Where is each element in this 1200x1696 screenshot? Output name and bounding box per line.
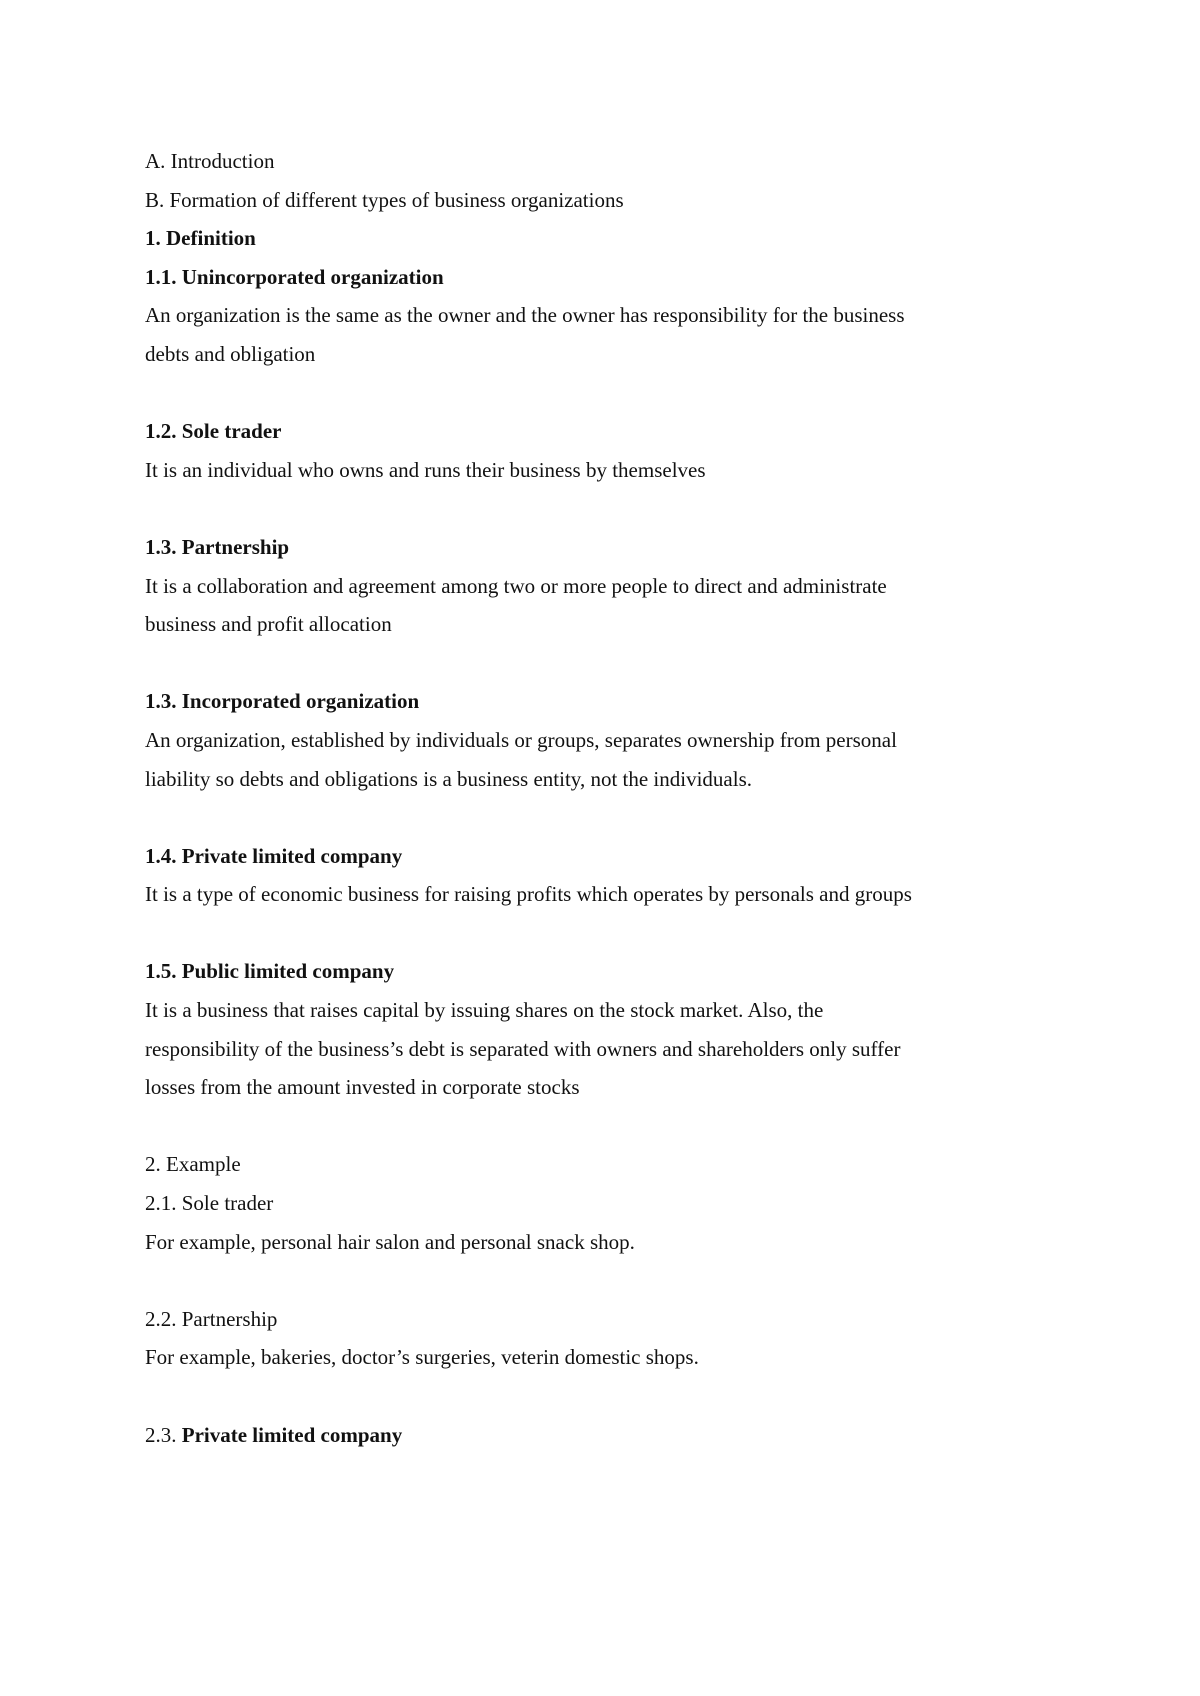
paragraph-line: For example, personal hair salon and personal snack shop. — [145, 1229, 635, 1254]
document-body — [145, 142, 1065, 1454]
blank-line — [145, 374, 1065, 413]
heading-public-limited: 1.5. Public limited company — [145, 959, 395, 984]
heading-private-limited: 1.4. Private limited company — [145, 843, 403, 868]
heading-partnership: 1.3. Partnership — [145, 534, 290, 559]
paragraph-line: An organization is the same as the owner and the owner has responsibility for the business — [145, 303, 905, 328]
paragraph-line: responsibility of the business’s debt is separated with owners and shareholders only suffer — [145, 1036, 901, 1061]
paragraph-line: It is a business that raises capital by issuing shares on the stock market. Also, the — [145, 998, 824, 1023]
heading-unincorporated: 1.1. Unincorporated organization — [145, 264, 444, 289]
heading-definition: 1. Definition — [145, 226, 256, 251]
heading-example-private-limited — [145, 1416, 1065, 1455]
blank-line — [145, 914, 1065, 953]
paragraph-line: It is a type of economic business for raising profits which operates by personals and groups — [145, 882, 912, 907]
blank-line — [145, 1261, 1065, 1300]
heading-example-partnership: 2.2. Partnership — [145, 1306, 278, 1331]
blank-line — [145, 1107, 1065, 1146]
heading-incorporated: 1.3. Incorporated organization — [145, 689, 420, 714]
paragraph-line: It is a collaboration and agreement among two or more people to direct and administrate — [145, 573, 887, 598]
heading-formation: B. Formation of different types of business organizations — [145, 187, 624, 212]
blank-line — [145, 1377, 1065, 1416]
heading-example: 2. Example — [145, 1152, 241, 1177]
paragraph-line: An organization, established by individuals or groups, separates ownership from personal — [145, 727, 897, 752]
heading-text: Private limited company — [181, 1422, 403, 1447]
heading-example-sole-trader: 2.1. Sole trader — [145, 1191, 274, 1216]
paragraph-line: liability so debts and obligations is a business entity, not the individuals. — [145, 766, 753, 791]
blank-line — [145, 489, 1065, 528]
heading-number: 2.3. — [145, 1422, 182, 1447]
paragraph-line: losses from the amount invested in corporate stocks — [145, 1075, 580, 1100]
paragraph-line: business and profit allocation — [145, 612, 392, 637]
heading-sole-trader: 1.2. Sole trader — [145, 419, 282, 444]
blank-line — [145, 798, 1065, 837]
blank-line — [145, 644, 1065, 683]
paragraph-line: For example, bakeries, doctor’s surgeries, veterin domestic shops. — [145, 1345, 699, 1370]
paragraph-line: It is an individual who owns and runs their business by themselves — [145, 457, 706, 482]
paragraph-line: debts and obligation — [145, 341, 316, 366]
heading-introduction: A. Introduction — [145, 149, 275, 173]
